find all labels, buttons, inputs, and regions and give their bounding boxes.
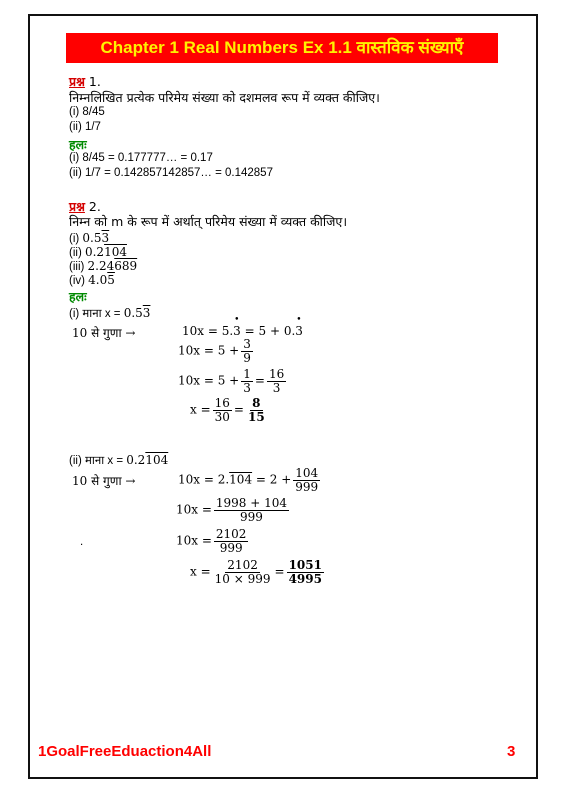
- part2-line4-result-den: 4995: [288, 571, 322, 586]
- part2-line3-den: 999: [219, 540, 243, 555]
- part1-line3-den-2: 3: [272, 380, 281, 395]
- q2-part-iii: [69, 259, 137, 273]
- q1-number: 1.: [84, 74, 101, 89]
- part1-line3-num: 1: [243, 367, 251, 381]
- part2-line1-num: 104: [295, 466, 319, 480]
- q2-part-iv-repeat: 5: [107, 273, 115, 287]
- part1-line2-den: 9: [243, 350, 251, 365]
- part1-line4-lhs: x =: [190, 402, 211, 417]
- part1-line4-result-num: 8: [252, 396, 261, 410]
- q2-part-iii-prefix: (iii): [69, 261, 88, 273]
- part2-line3-lhs: 10x =: [176, 533, 212, 548]
- part2-intro-repeat: 104: [145, 453, 169, 467]
- q2-part-iv: [69, 273, 115, 287]
- part1-line1: [182, 324, 303, 338]
- part2-line2-num: 1998 + 104: [215, 496, 288, 510]
- part2-line1-repeat: 104: [229, 472, 253, 487]
- part2-line4-result: [287, 559, 324, 585]
- q2-part-ii-repeat: 104: [104, 245, 127, 259]
- part1-line4-num: 16: [214, 396, 230, 410]
- page-border: [28, 14, 538, 779]
- part1-line1-recurring-2: • 3: [295, 324, 303, 338]
- part2-line1-den: 999: [295, 479, 319, 494]
- q2-part-i-prefix: (i): [69, 233, 83, 245]
- q2-solution-label: हलः: [69, 289, 87, 304]
- part2-line3-num: 2102: [215, 527, 247, 541]
- q2-part-ii: [69, 245, 127, 259]
- part1-intro-prefix: (i) माना x =: [69, 308, 124, 320]
- part2-line1: [178, 467, 322, 493]
- part1-intro-value: 0.5: [123, 306, 143, 320]
- stray-dot: .: [80, 536, 84, 548]
- part1-line4-den: 30: [214, 409, 230, 424]
- part1-line4-fraction: [213, 397, 232, 423]
- q2-number: 2.: [84, 199, 101, 214]
- q1-label: प्रश्न: [69, 74, 85, 89]
- q2-part-i-repeat: 3: [101, 231, 110, 245]
- part2-line1-mid: = 2 +: [252, 472, 292, 487]
- part2-intro: [69, 453, 168, 468]
- part2-intro-value: 0.2: [126, 453, 146, 467]
- part2-line2-lhs: 10x =: [176, 502, 212, 517]
- chapter-title-banner: Chapter 1 Real Numbers Ex 1.1 वास्तविक संख्याएँ: [66, 33, 498, 63]
- q2-part-ii-value: 0.2: [84, 245, 105, 259]
- part1-line3-eq: =: [254, 373, 265, 388]
- q1-answer-i: (i) 8/45 = 0.177777… = 0.17: [69, 152, 213, 164]
- part2-intro-prefix: (ii) माना x =: [69, 455, 127, 467]
- q1-part-ii: (ii) 1/7: [69, 121, 101, 133]
- part2-line2: [176, 497, 291, 523]
- part1-line4: [190, 397, 269, 423]
- page-number: 3: [507, 743, 516, 760]
- q2-part-iv-value: 4.0: [88, 273, 108, 287]
- part2-line2-den: 999: [240, 509, 263, 524]
- part1-multiply-label: 10 से गुणा →: [72, 326, 136, 340]
- part1-line4-result: [246, 397, 267, 423]
- part2-line3: [176, 528, 250, 554]
- q2-part-iii-repeat: 689: [114, 259, 138, 273]
- part1-intro-repeat: 3: [142, 306, 151, 320]
- q2-part-iv-prefix: (iv): [69, 275, 89, 287]
- q2-part-i-value: 0.5: [82, 231, 102, 245]
- part2-line4-num: 2102: [227, 558, 258, 572]
- part2-line1-lhs: 10x = 2.: [178, 472, 230, 487]
- part1-line4-result-den: 15: [247, 409, 265, 424]
- part2-line3-fraction: [214, 528, 249, 554]
- part2-line4-fraction: [213, 559, 273, 585]
- q2-part-i: [69, 231, 109, 245]
- part2-line4-lhs: x =: [190, 564, 211, 579]
- part1-line2-fraction: [241, 338, 253, 364]
- part2-line4-result-num: 1051: [288, 558, 322, 572]
- q2-part-ii-prefix: (ii): [69, 247, 85, 259]
- q1-statement: निम्नलिखित प्रत्येक परिमेय संख्या को दशमलव रूप में व्यक्त कीजिए।: [69, 90, 380, 105]
- part1-line3-num-2: 16: [268, 367, 285, 381]
- part1-line3-fraction: [241, 368, 253, 394]
- footer-brand: 1GoalFreeEduaction4All: [38, 743, 212, 760]
- part1-line3: [178, 368, 288, 394]
- part2-line4-den: 10 × 999: [214, 571, 271, 586]
- q2-part-iii-value: 2.24: [87, 259, 115, 273]
- part2-line2-fraction: [214, 497, 289, 523]
- q2-statement: निम्न को m के रूप में अर्थात् परिमेय संख्या में व्यक्त कीजिए।: [69, 214, 348, 229]
- part1-line3-fraction-2: [267, 368, 286, 394]
- part1-line2-lhs: 10x = 5 +: [178, 343, 240, 358]
- part1-line1-lhs: 10x = 5.: [182, 324, 234, 338]
- part1-line1-mid: = 5 + 0.: [240, 324, 296, 338]
- part1-line3-lhs: 10x = 5 +: [178, 373, 240, 388]
- part2-line1-fraction: [293, 467, 320, 493]
- part1-line1-recurring: • 3: [233, 324, 241, 338]
- part1-line2: [178, 338, 255, 364]
- q1-answer-ii: (ii) 1/7 = 0.142857142857… = 0.142857: [69, 167, 273, 179]
- part1-line4-eq: =: [233, 402, 244, 417]
- part1-line2-num: 3: [243, 337, 251, 351]
- q1-part-i: (i) 8/45: [69, 106, 105, 118]
- q2-label: प्रश्न: [69, 199, 85, 214]
- part2-line4-eq: =: [274, 564, 285, 579]
- part2-multiply-label: 10 से गुणा →: [72, 474, 136, 488]
- q1-solution-label: हलः: [69, 137, 87, 152]
- part1-intro: [69, 306, 150, 321]
- q1-heading: [69, 73, 101, 90]
- part2-line4: [190, 559, 326, 585]
- part1-line3-den: 3: [243, 380, 251, 395]
